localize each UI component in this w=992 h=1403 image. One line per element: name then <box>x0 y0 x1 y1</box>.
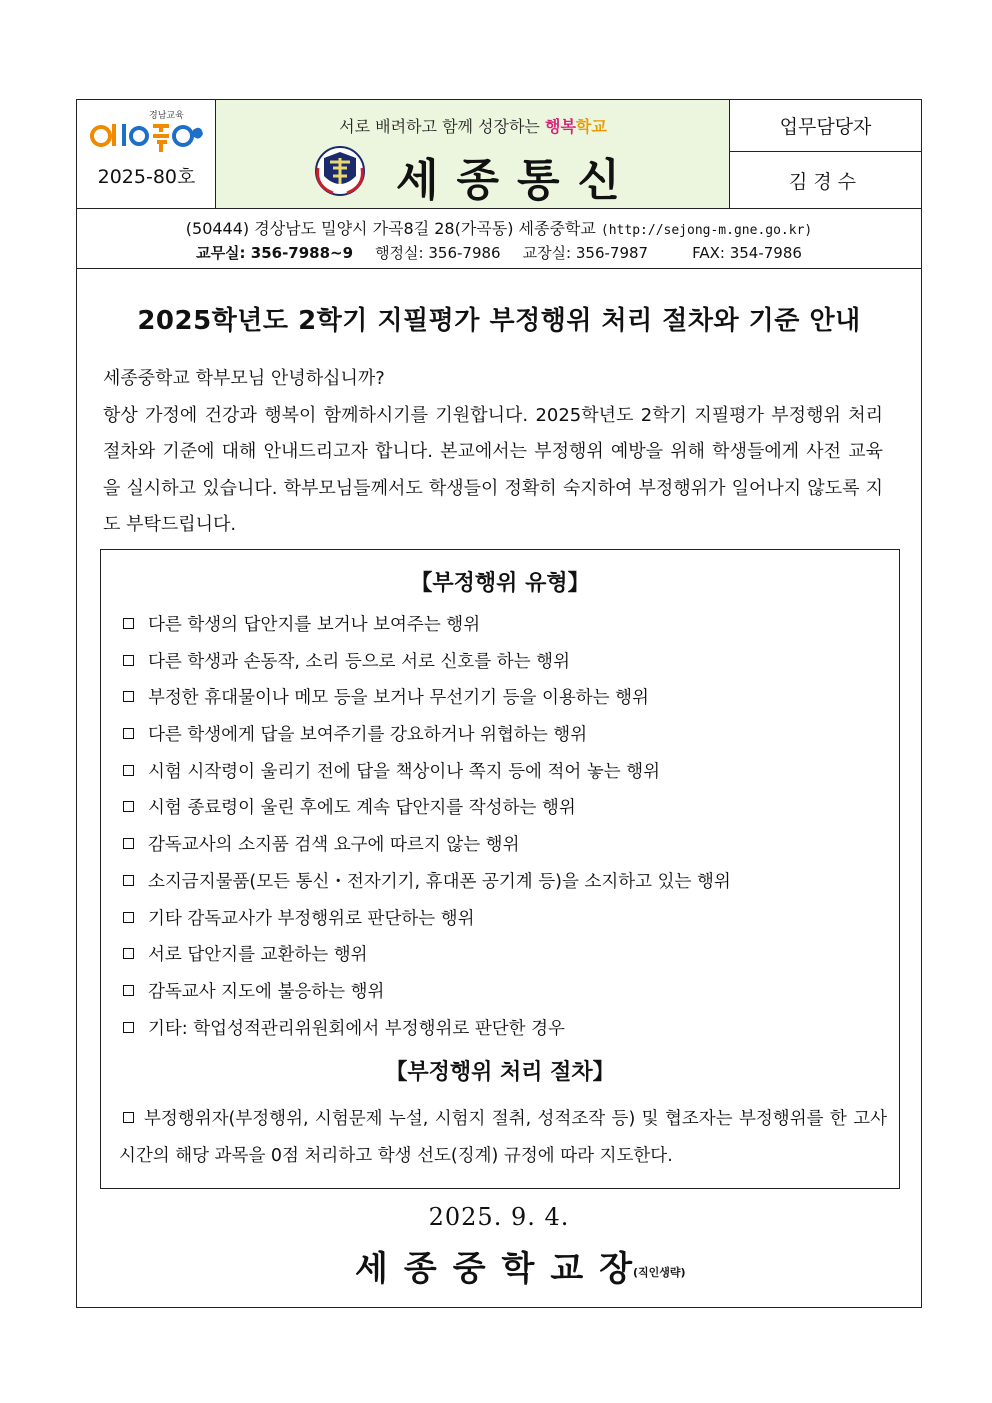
school-emblem-icon <box>315 146 365 196</box>
principal-signature: 세종중학교장 <box>355 1249 649 1289</box>
admin-office-phone: 행정실: 356-7986 <box>375 244 501 262</box>
rules-box <box>100 549 900 1189</box>
office-phone: 교무실: 356-7988~9 <box>196 244 354 262</box>
fax-number: FAX: 354-7986 <box>692 244 802 262</box>
types-heading: 【부정행위 유형】 <box>410 571 590 596</box>
checkbox-icon <box>123 875 134 886</box>
staff-name: 김경수 <box>788 170 863 193</box>
principal-office-phone: 교장실: 356-7987 <box>522 244 649 262</box>
school-url: (http://sejong-m.gne.go.kr) <box>600 223 813 238</box>
header-table <box>77 100 921 209</box>
type-item-text: 기타: 학업성적관리위원회에서 부정행위로 판단한 경우 <box>148 1018 565 1039</box>
procedure-heading: 【부정행위 처리 절차】 <box>385 1060 615 1085</box>
title-cell <box>216 100 730 208</box>
logo-graphic <box>87 112 205 162</box>
checkbox-icon <box>123 655 134 666</box>
seal-note: (직인생략) <box>633 1266 686 1279</box>
logo-small-text: 경남교육 <box>149 111 184 121</box>
checkbox-icon <box>123 728 134 739</box>
type-item <box>119 905 889 942</box>
type-item <box>119 721 889 758</box>
checkbox-icon <box>123 912 134 923</box>
logo <box>87 106 205 162</box>
type-item <box>119 758 889 795</box>
checkbox-icon <box>123 948 134 959</box>
type-item <box>119 831 889 868</box>
type-item-text: 소지금지물품(모든 통신・전자기기, 휴대폰 공기계 등)을 소지하고 있는 행위 <box>148 871 731 892</box>
staff-cell <box>730 100 921 208</box>
newsletter-title: 세종통신 <box>396 155 639 206</box>
checkbox-icon <box>123 838 134 849</box>
checkbox-icon <box>123 618 134 629</box>
checkbox-icon <box>123 1112 134 1123</box>
staff-label: 업무담당자 <box>730 100 921 152</box>
type-item-text: 다른 학생에게 답을 보여주기를 강요하거나 위협하는 행위 <box>148 725 588 746</box>
type-item <box>119 978 889 1015</box>
type-item <box>119 868 889 905</box>
checkbox-icon <box>123 691 134 702</box>
slogan-prefix: 서로 배려하고 함께 성장하는 <box>339 117 545 136</box>
newsletter-frame <box>76 99 922 1308</box>
checkbox-icon <box>123 985 134 996</box>
type-item-text: 서로 답안지를 교환하는 행위 <box>148 945 368 966</box>
address-line <box>77 216 921 239</box>
type-item-text: 다른 학생의 답안지를 보거나 보여주는 행위 <box>148 615 481 635</box>
contact-line <box>77 242 921 263</box>
slogan-highlight-a: 행복 <box>544 117 576 136</box>
type-item-text: 다른 학생과 손동작, 소리 등으로 서로 신호를 하는 행위 <box>148 651 570 672</box>
intro-body: 항상 가정에 건강과 행복이 함께하시기를 기원합니다. 2025학년도 2학기 지필평가 부정행위 처리 절차와 기준에 대해 안내드리고자 합니다. 본교에서는 부정행위 예방을 위해 학생들에게 사전 교육을 실시하고 있습니다. 학부모님들께서도 학생들이 정확히 숙지하여 부정행위가 일어나지 않도록 지도 부탁드립니다. <box>103 404 883 535</box>
checkbox-icon <box>123 801 134 812</box>
document-title: 2025학년도 2학기 지필평가 부정행위 처리 절차와 기준 안내 <box>137 306 861 336</box>
type-item <box>119 1015 889 1052</box>
slogan-highlight-b: 학교 <box>575 117 607 136</box>
type-item-text: 감독교사 지도에 불응하는 행위 <box>148 981 385 1002</box>
type-item <box>119 941 889 978</box>
intro-text <box>103 361 883 544</box>
greeting: 세종중학교 학부모님 안녕하십니까? <box>103 368 385 389</box>
address-text: (50444) 경상남도 밀양시 가곡8길 28(가곡동) 세종중학교 <box>185 219 596 238</box>
address-block <box>77 209 921 269</box>
types-list <box>119 611 889 1051</box>
type-item <box>119 684 889 721</box>
type-item-text: 시험 시작령이 울리기 전에 답을 책상이나 쪽지 등에 적어 놓는 행위 <box>148 761 661 782</box>
logo-cell <box>77 100 216 208</box>
type-item-text: 감독교사의 소지품 검색 요구에 따르지 않는 행위 <box>148 835 520 856</box>
type-item <box>119 611 889 648</box>
slogan <box>216 114 730 137</box>
checkbox-icon <box>123 1022 134 1033</box>
type-item-text: 시험 종료령이 울린 후에도 계속 답안지를 작성하는 행위 <box>148 798 576 819</box>
issue-date: 2025. 9. 4. <box>428 1203 570 1231</box>
type-item <box>119 648 889 685</box>
procedure-text <box>119 1101 887 1175</box>
procedure-body: 부정행위자(부정행위, 시험문제 누설, 시험지 절취, 성적조작 등) 및 협조자는 부정행위를 한 고사 시간의 해당 과목을 0점 처리하고 학생 선도(징계) 규정에 따라 지도한다. <box>119 1109 887 1166</box>
type-item-text: 부정한 휴대물이나 메모 등을 보거나 무선기기 등을 이용하는 행위 <box>148 688 649 709</box>
type-item-text: 기타 감독교사가 부정행위로 판단하는 행위 <box>148 908 475 929</box>
issue-number: 2025-80호 <box>97 166 196 188</box>
type-item <box>119 794 889 831</box>
checkbox-icon <box>123 765 134 776</box>
